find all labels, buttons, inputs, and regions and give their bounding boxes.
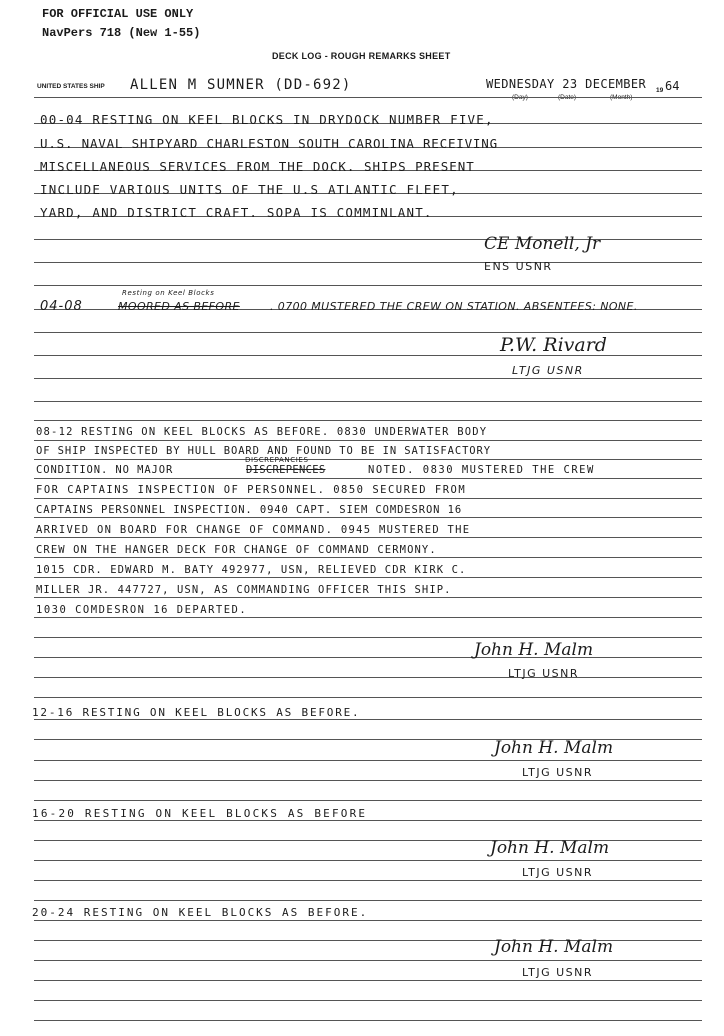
ruled-line — [34, 239, 702, 240]
officer-rank: LTJG USNR — [522, 766, 594, 779]
officer-signature: P.W. Rivard — [500, 334, 607, 356]
ruled-line — [34, 1020, 702, 1021]
ruled-line — [34, 800, 702, 801]
officer-rank: LTJG USNR — [512, 364, 584, 377]
date-label: (Date) — [558, 94, 577, 101]
ruled-line — [34, 780, 702, 781]
ruled-line — [34, 378, 702, 379]
correction-insert: DISCREPANCIES — [245, 456, 309, 464]
ruled-line — [34, 459, 702, 460]
ruled-line — [34, 697, 702, 698]
ruled-line — [34, 820, 702, 821]
officer-signature: John H. Malm — [494, 738, 614, 758]
ruled-line — [34, 478, 702, 479]
ruled-line — [34, 1000, 702, 1001]
watch-time: 04-08 — [40, 299, 83, 314]
log-line: CAPTAINS PERSONNEL INSPECTION. 0940 CAPT. SIEM COMDESRON 16 — [36, 504, 463, 516]
ruled-line — [34, 557, 702, 558]
log-line: YARD, AND DISTRICT CRAFT. SOPA IS COMMINLANT. — [40, 205, 433, 220]
ruled-line — [34, 577, 702, 578]
ruled-line — [34, 440, 702, 441]
struck-text: MOORED AS BEFORE — [118, 300, 240, 313]
ruled-line — [34, 637, 702, 638]
log-line: FOR CAPTAINS INSPECTION OF PERSONNEL. 0850 SECURED FROM — [36, 484, 467, 496]
ruled-line — [34, 677, 702, 678]
ruled-line — [34, 960, 702, 961]
ruled-line — [34, 420, 702, 421]
log-line: 08-12 RESTING ON KEEL BLOCKS AS BEFORE. 0830 UNDERWATER BODY — [36, 426, 488, 438]
officer-signature: John H. Malm — [474, 640, 594, 660]
officer-rank: ENS USNR — [484, 260, 553, 273]
day-label: (Day) — [512, 94, 528, 101]
month-label: (Month) — [610, 94, 633, 101]
sheet-title: DECK LOG - ROUGH REMARKS SHEET — [272, 51, 451, 61]
officer-signature: John H. Malm — [490, 838, 610, 858]
ruled-line — [34, 617, 702, 618]
log-line: U.S. NAVAL SHIPYARD CHARLESTON SOUTH CAROLINA RECEIVING — [40, 136, 498, 151]
ruled-line — [34, 517, 702, 518]
form-number: NavPers 718 (New 1-55) — [42, 26, 201, 40]
ruled-line — [34, 657, 702, 658]
ruled-line — [34, 401, 702, 402]
log-line: ARRIVED ON BOARD FOR CHANGE OF COMMAND. 0945 MUSTERED THE — [36, 524, 471, 536]
ruled-line — [34, 719, 702, 720]
log-line: . 0700 MUSTERED THE CREW ON STATION. ABSENTEES: NONE. — [270, 300, 638, 313]
log-line: NOTED. 0830 MUSTERED THE CREW — [368, 464, 595, 476]
ruled-line — [34, 332, 702, 333]
log-line: 12-16 RESTING ON KEEL BLOCKS AS BEFORE. — [32, 706, 361, 719]
officer-rank: LTJG USNR — [508, 667, 580, 680]
log-line: 20-24 RESTING ON KEEL BLOCKS AS BEFORE. — [32, 906, 369, 919]
year-prefix: 19 — [656, 87, 664, 94]
officer-rank: LTJG USNR — [522, 866, 594, 879]
official-use-label: FOR OFFICIAL USE ONLY — [42, 7, 194, 21]
ruled-line — [34, 900, 702, 901]
ruled-line — [34, 920, 702, 921]
ruled-line — [34, 760, 702, 761]
ruled-line — [34, 880, 702, 881]
log-line: CONDITION. NO MAJOR — [36, 464, 174, 476]
struck-text: DISCREPENCES — [246, 464, 326, 476]
ruled-line — [34, 262, 702, 263]
ruled-line — [34, 537, 702, 538]
log-line: CREW ON THE HANGER DECK FOR CHANGE OF COMMAND CERMONY. — [36, 544, 437, 556]
log-line: 1030 COMDESRON 16 DEPARTED. — [36, 604, 248, 616]
officer-signature: CE Monell, Jr — [484, 234, 601, 254]
log-line: 16-20 RESTING ON KEEL BLOCKS AS BEFORE — [32, 807, 368, 820]
log-line: INCLUDE VARIOUS UNITS OF THE U.S ATLANTIC FLEET, — [40, 182, 459, 197]
ship-name: ALLEN M SUMNER (DD-692) — [130, 77, 352, 93]
log-line: 00-04 RESTING ON KEEL BLOCKS IN DRYDOCK NUMBER FIVE, — [40, 112, 494, 127]
correction-insert: Resting on Keel Blocks — [122, 289, 215, 297]
ruled-line — [34, 498, 702, 499]
log-line: 1015 CDR. EDWARD M. BATY 492977, USN, RELIEVED CDR KIRK C. — [36, 564, 467, 576]
log-line: OF SHIP INSPECTED BY HULL BOARD AND FOUND TO BE IN SATISFACTORY — [36, 445, 491, 457]
officer-signature: John H. Malm — [494, 937, 614, 957]
ruled-line — [34, 285, 702, 286]
ruled-line — [34, 980, 702, 981]
ruled-line — [34, 860, 702, 861]
officer-rank: LTJG USNR — [522, 966, 594, 979]
log-line: MISCELLANEOUS SERVICES FROM THE DOCK. SHIPS PRESENT — [40, 159, 475, 174]
log-year: 64 — [665, 79, 680, 93]
log-date: WEDNESDAY 23 DECEMBER — [486, 77, 647, 91]
ship-label: UNITED STATES SHIP — [37, 83, 105, 90]
log-line: MILLER JR. 447727, USN, AS COMMANDING OFFICER THIS SHIP. — [36, 584, 452, 596]
ruled-line — [34, 97, 702, 98]
ruled-line — [34, 597, 702, 598]
